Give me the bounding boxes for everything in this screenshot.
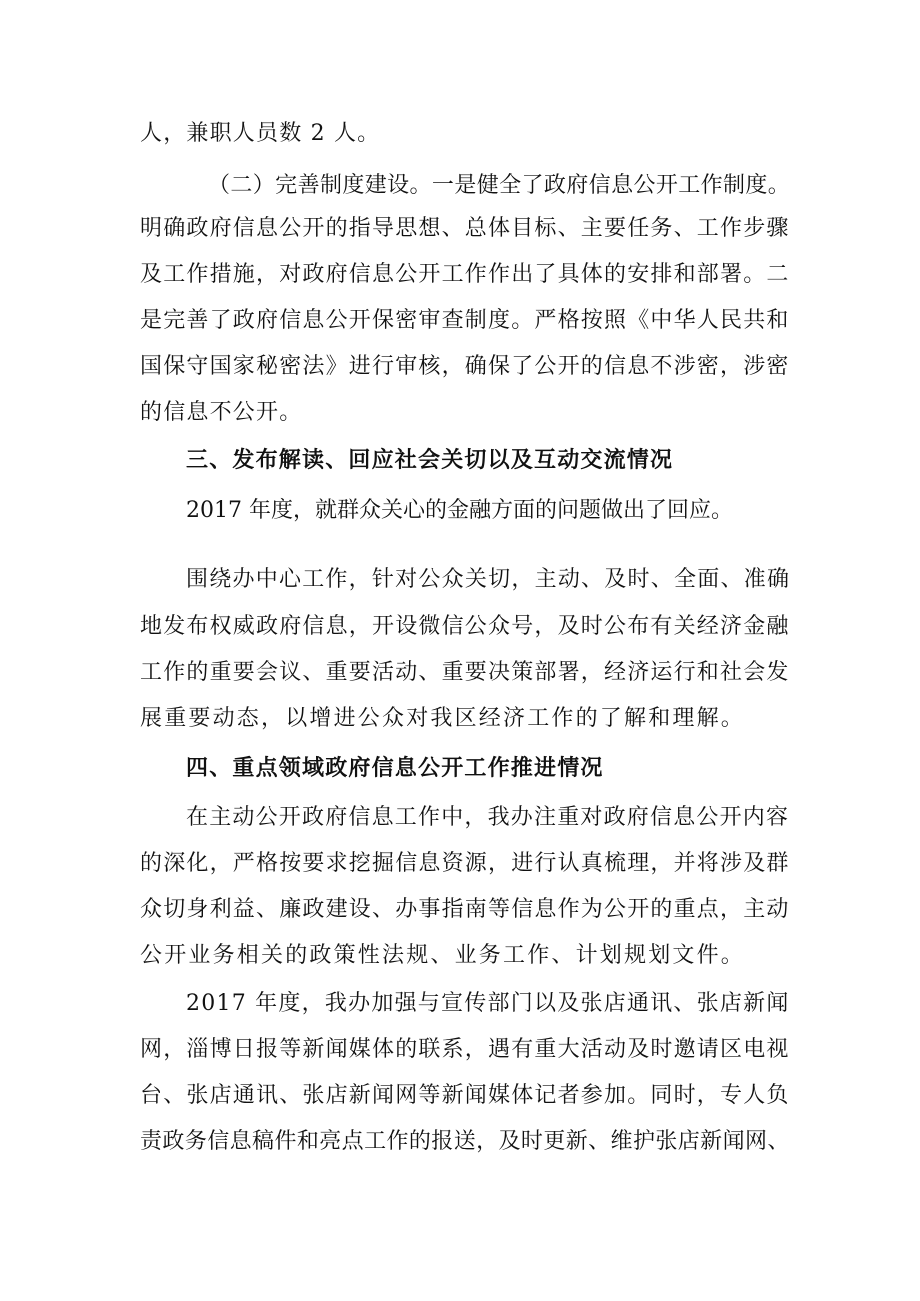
body-text-line: 的信息不公开。 [140,400,303,425]
body-text-line: 及工作措施，对政府信息公开工作作出了具体的安排和部署。二 [140,262,790,287]
body-text-line: 众切身利益、廉政建设、办事指南等信息作为公开的重点，主动 [140,897,790,922]
paragraph-first-line: 2017 年度，我办加强与宣传部门以及张店通讯、张店新闻 [186,991,790,1016]
body-text-line: 明确政府信息公开的指导思想、总体目标、主要任务、工作步骤 [140,216,790,241]
body-text-line: 2017 年度，就群众关心的金融方面的问题做出了回应。 [186,498,733,523]
body-text-line: 是完善了政府信息公开保密审查制度。严格按照《中华人民共和 [140,308,790,333]
body-text-line: 网，淄博日报等新闻媒体的联系，遇有重大活动及时邀请区电视 [140,1037,790,1062]
body-text-line: 公开业务相关的政策性法规、业务工作、计划规划文件。 [140,943,746,968]
section-paragraph-line: （二）完善制度建设。一是健全了政府信息公开工作制度。 [208,173,791,198]
body-text-line: 的深化，严格按要求挖掘信息资源，进行认真梳理，并将涉及群 [140,851,790,876]
body-text-line: 责政务信息稿件和亮点工作的报送，及时更新、维护张店新闻网、 [140,1129,790,1154]
section-heading-4: 四、重点领域政府信息公开工作推进情况 [186,756,604,781]
body-text-line: 人，兼职人员数 2 人。 [140,121,381,146]
body-text-line: 台、张店通讯、张店新闻网等新闻媒体记者参加。同时，专人负 [140,1083,790,1108]
body-text-line: 展重要动态，以增进公众对我区经济工作的了解和理解。 [140,706,746,731]
paragraph-first-line: 围绕办中心工作，针对公众关切，主动、及时、全面、准确 [186,567,791,592]
paragraph-first-line: 在主动公开政府信息工作中，我办注重对政府信息公开内容 [186,805,790,830]
section-heading-3: 三、发布解读、回应社会关切以及互动交流情况 [186,448,674,473]
body-text-line: 地发布权威政府信息，开设微信公众号，及时公布有关经济金融 [140,614,790,639]
body-text-line: 国保守国家秘密法》进行审核，确保了公开的信息不涉密，涉密 [140,354,790,379]
body-text-line: 工作的重要会议、重要活动、重要决策部署，经济运行和社会发 [140,660,790,685]
